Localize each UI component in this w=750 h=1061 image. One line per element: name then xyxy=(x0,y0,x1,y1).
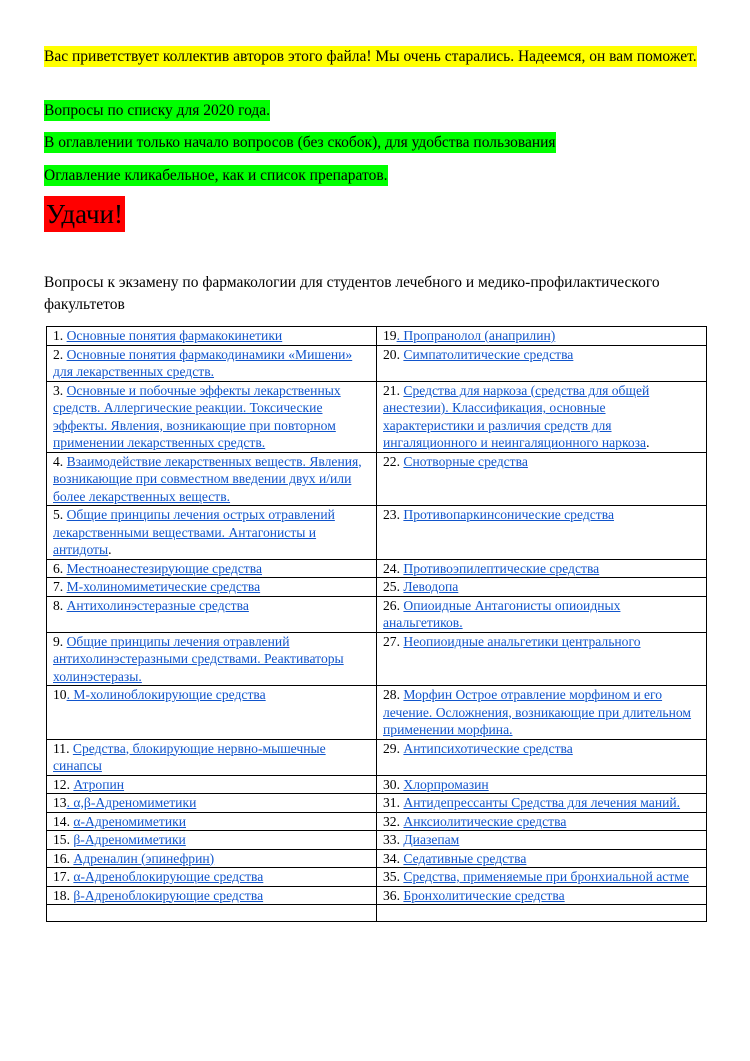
question-number: 5. xyxy=(53,507,67,522)
question-number: 7. xyxy=(53,579,67,594)
table-row xyxy=(47,686,707,740)
question-link[interactable]: Бронхолитические средства xyxy=(403,887,565,903)
good-luck-banner: Удачи! xyxy=(44,196,125,232)
question-number: 18. xyxy=(53,887,74,903)
question-link[interactable]: Местноанестезирующие средства xyxy=(66,560,263,576)
question-link[interactable]: Взаимодействие лекарственных веществ. Явления, возникающие при совместном введении двух и/или более лекарственных веществ. xyxy=(53,453,362,504)
table-row xyxy=(47,868,707,887)
question-cell xyxy=(47,812,377,831)
page-title: Вопросы к экзамену по фармакологии для студентов лечебного и медико-профилактического факультетов xyxy=(44,274,660,313)
question-number: 24. xyxy=(383,560,404,576)
question-link[interactable]: Адреналин (эпинефрин) xyxy=(73,850,215,866)
question-link[interactable]: Снотворные средства xyxy=(403,453,528,469)
question-link[interactable]: . α,β-Адреномиметики xyxy=(66,795,197,810)
question-link[interactable]: α-Адреноблокирующие средства xyxy=(73,869,264,884)
question-cell xyxy=(47,596,377,632)
table-row xyxy=(47,381,707,452)
table-row xyxy=(47,506,707,560)
question-cell xyxy=(47,506,377,560)
question-cell xyxy=(377,596,707,632)
question-cell xyxy=(377,886,707,905)
intro-toc-note-text: В оглавлении только начало вопросов (без скобок), для удобства пользования xyxy=(44,134,556,151)
question-cell xyxy=(47,868,377,887)
question-number: 32. xyxy=(383,813,404,829)
question-cell xyxy=(47,452,377,506)
question-cell xyxy=(47,849,377,868)
question-number: 28. xyxy=(383,687,404,702)
question-cell xyxy=(47,381,377,452)
question-link[interactable]: Диазепам xyxy=(403,832,460,847)
question-number: 15. xyxy=(53,832,74,847)
table-row xyxy=(47,775,707,794)
question-number: 23. xyxy=(383,507,404,522)
question-cell xyxy=(47,886,377,905)
intro-year-text: Вопросы по списку для 2020 года. xyxy=(44,102,271,119)
question-number: 36. xyxy=(383,887,404,903)
question-link[interactable]: β-Адреноблокирующие средства xyxy=(73,887,264,903)
table-row xyxy=(47,452,707,506)
question-cell xyxy=(47,739,377,775)
question-number: 21. xyxy=(383,382,404,398)
question-cell xyxy=(377,559,707,578)
question-link[interactable]: М-холиномиметические средства xyxy=(66,579,261,594)
empty-cell xyxy=(377,905,707,922)
question-link[interactable]: Хлорпромазин xyxy=(403,776,489,792)
question-number: 1. xyxy=(53,328,67,343)
question-number: 35. xyxy=(383,869,404,884)
question-cell xyxy=(377,794,707,813)
question-number: 6. xyxy=(53,560,67,576)
question-number: 20. xyxy=(383,346,404,362)
question-number: 29. xyxy=(383,740,404,756)
question-cell xyxy=(47,775,377,794)
table-row xyxy=(47,345,707,381)
question-number: 4. xyxy=(53,453,67,469)
question-number: 11. xyxy=(53,740,73,756)
question-cell xyxy=(377,381,707,452)
question-number: 10 xyxy=(53,687,67,702)
question-link[interactable]: Антидепрессанты Средства для лечения маний. xyxy=(403,795,681,810)
question-link[interactable]: Общие принципы лечения отравлений антихолинэстеразными средствами. Реактиваторы холинэстеразы. xyxy=(53,633,344,684)
question-cell xyxy=(377,775,707,794)
question-link[interactable]: Седативные средства xyxy=(403,850,527,866)
question-link[interactable]: Атропин xyxy=(73,776,125,792)
question-cell xyxy=(47,831,377,850)
question-cell xyxy=(377,686,707,740)
question-number: 30. xyxy=(383,776,404,792)
question-cell xyxy=(47,632,377,686)
question-cell xyxy=(377,578,707,597)
question-link[interactable]: Морфин Острое отравление морфином и его лечение. Осложнения, возникающие при длительном применении морфина. xyxy=(383,687,692,737)
question-cell xyxy=(377,868,707,887)
question-link[interactable]: Средства, блокирующие нервно-мышечные синапсы xyxy=(53,740,326,773)
table-row xyxy=(47,559,707,578)
question-link[interactable]: Антихолинэстеразные средства xyxy=(66,597,249,613)
question-cell xyxy=(377,812,707,831)
question-link[interactable]: Леводопа xyxy=(403,579,459,594)
table-row xyxy=(47,327,707,346)
table-row xyxy=(47,849,707,868)
question-cell xyxy=(377,327,707,346)
question-tail: . xyxy=(108,542,112,557)
question-link[interactable]: Основные и побочные эффекты лекарственных средств. Аллергические реакции. Токсические эффекты. Явления, возникающие при повторном применении лекарственных средств. xyxy=(53,382,341,450)
question-number: 16. xyxy=(53,850,74,866)
question-number: 2. xyxy=(53,346,67,362)
question-number: 9. xyxy=(53,633,67,649)
intro-clickable-note xyxy=(44,164,388,188)
question-link[interactable]: α-Адреномиметики xyxy=(73,813,187,829)
question-number: 33. xyxy=(383,832,404,847)
question-link[interactable]: Противопаркинсонические средства xyxy=(403,507,615,522)
question-cell xyxy=(377,831,707,850)
table-row xyxy=(47,794,707,813)
question-cell xyxy=(377,345,707,381)
question-link[interactable]: Основные понятия фармакодинамики «Мишени» для лекарственных средств. xyxy=(53,346,353,379)
intro-clickable-note-text: Оглавление кликабельное, как и список препаратов. xyxy=(44,167,388,184)
questions-table xyxy=(46,326,707,922)
question-cell xyxy=(377,849,707,868)
question-link[interactable]: Основные понятия фармакокинетики xyxy=(66,328,283,343)
question-cell xyxy=(47,345,377,381)
question-number: 13 xyxy=(53,795,67,810)
empty-cell xyxy=(47,905,377,922)
question-number: 34. xyxy=(383,850,404,866)
table-row xyxy=(47,886,707,905)
question-number: 14. xyxy=(53,813,74,829)
table-row xyxy=(47,632,707,686)
question-link[interactable]: Средства, применяемые при бронхиальной астме xyxy=(403,869,689,884)
question-link[interactable]: Опиоидные Антагонисты опиоидных анальгетиков. xyxy=(383,597,621,630)
table-row xyxy=(47,578,707,597)
question-cell xyxy=(47,578,377,597)
question-link[interactable]: . М-холиноблокирующие средства xyxy=(66,687,266,702)
table-row xyxy=(47,596,707,632)
question-link[interactable]: Анксиолитические средства xyxy=(403,813,567,829)
question-cell xyxy=(377,632,707,686)
intro-toc-note xyxy=(44,131,556,155)
question-link[interactable]: Симпатолитические средства xyxy=(403,346,574,362)
question-number: 31. xyxy=(383,795,404,810)
table-row-empty xyxy=(47,905,707,922)
table-row xyxy=(47,812,707,831)
intro-welcome xyxy=(44,45,704,69)
question-link[interactable]: Противоэпилептические средства xyxy=(403,560,600,576)
question-cell xyxy=(377,739,707,775)
question-number: 22. xyxy=(383,453,404,469)
question-cell xyxy=(47,559,377,578)
intro-welcome-text: Вас приветствует коллектив авторов этого файла! Мы очень старались. Надеемся, он вам поможет. xyxy=(44,48,697,65)
question-number: 8. xyxy=(53,597,67,613)
question-cell xyxy=(377,506,707,560)
question-link[interactable]: Антипсихотические средства xyxy=(403,740,573,756)
question-tail: . xyxy=(646,435,650,450)
question-number: 12. xyxy=(53,776,74,792)
question-link[interactable]: . Пропранолол (анаприлин) xyxy=(396,328,556,343)
question-number: 25. xyxy=(383,579,404,594)
table-row xyxy=(47,739,707,775)
intro-year xyxy=(44,99,270,123)
question-cell xyxy=(377,452,707,506)
question-cell xyxy=(47,686,377,740)
question-cell xyxy=(47,327,377,346)
question-link[interactable]: β-Адреномиметики xyxy=(73,832,186,847)
question-link[interactable]: Средства для наркоза (средства для общей анестезии). Классификация, основные характеристики и различия средств для ингаляционного и неингаляционного наркоза xyxy=(383,382,650,450)
question-number: 17. xyxy=(53,869,74,884)
question-link[interactable]: Общие принципы лечения острых отравлений лекарственными веществами. Антагонисты и антидоты xyxy=(53,507,335,557)
table-row xyxy=(47,831,707,850)
question-number: 19 xyxy=(383,328,397,343)
question-number: 3. xyxy=(53,382,67,398)
question-number: 26. xyxy=(383,597,404,613)
question-link[interactable]: Неопиоидные анальгетики центрального xyxy=(403,633,641,649)
question-cell xyxy=(47,794,377,813)
question-number: 27. xyxy=(383,633,404,649)
